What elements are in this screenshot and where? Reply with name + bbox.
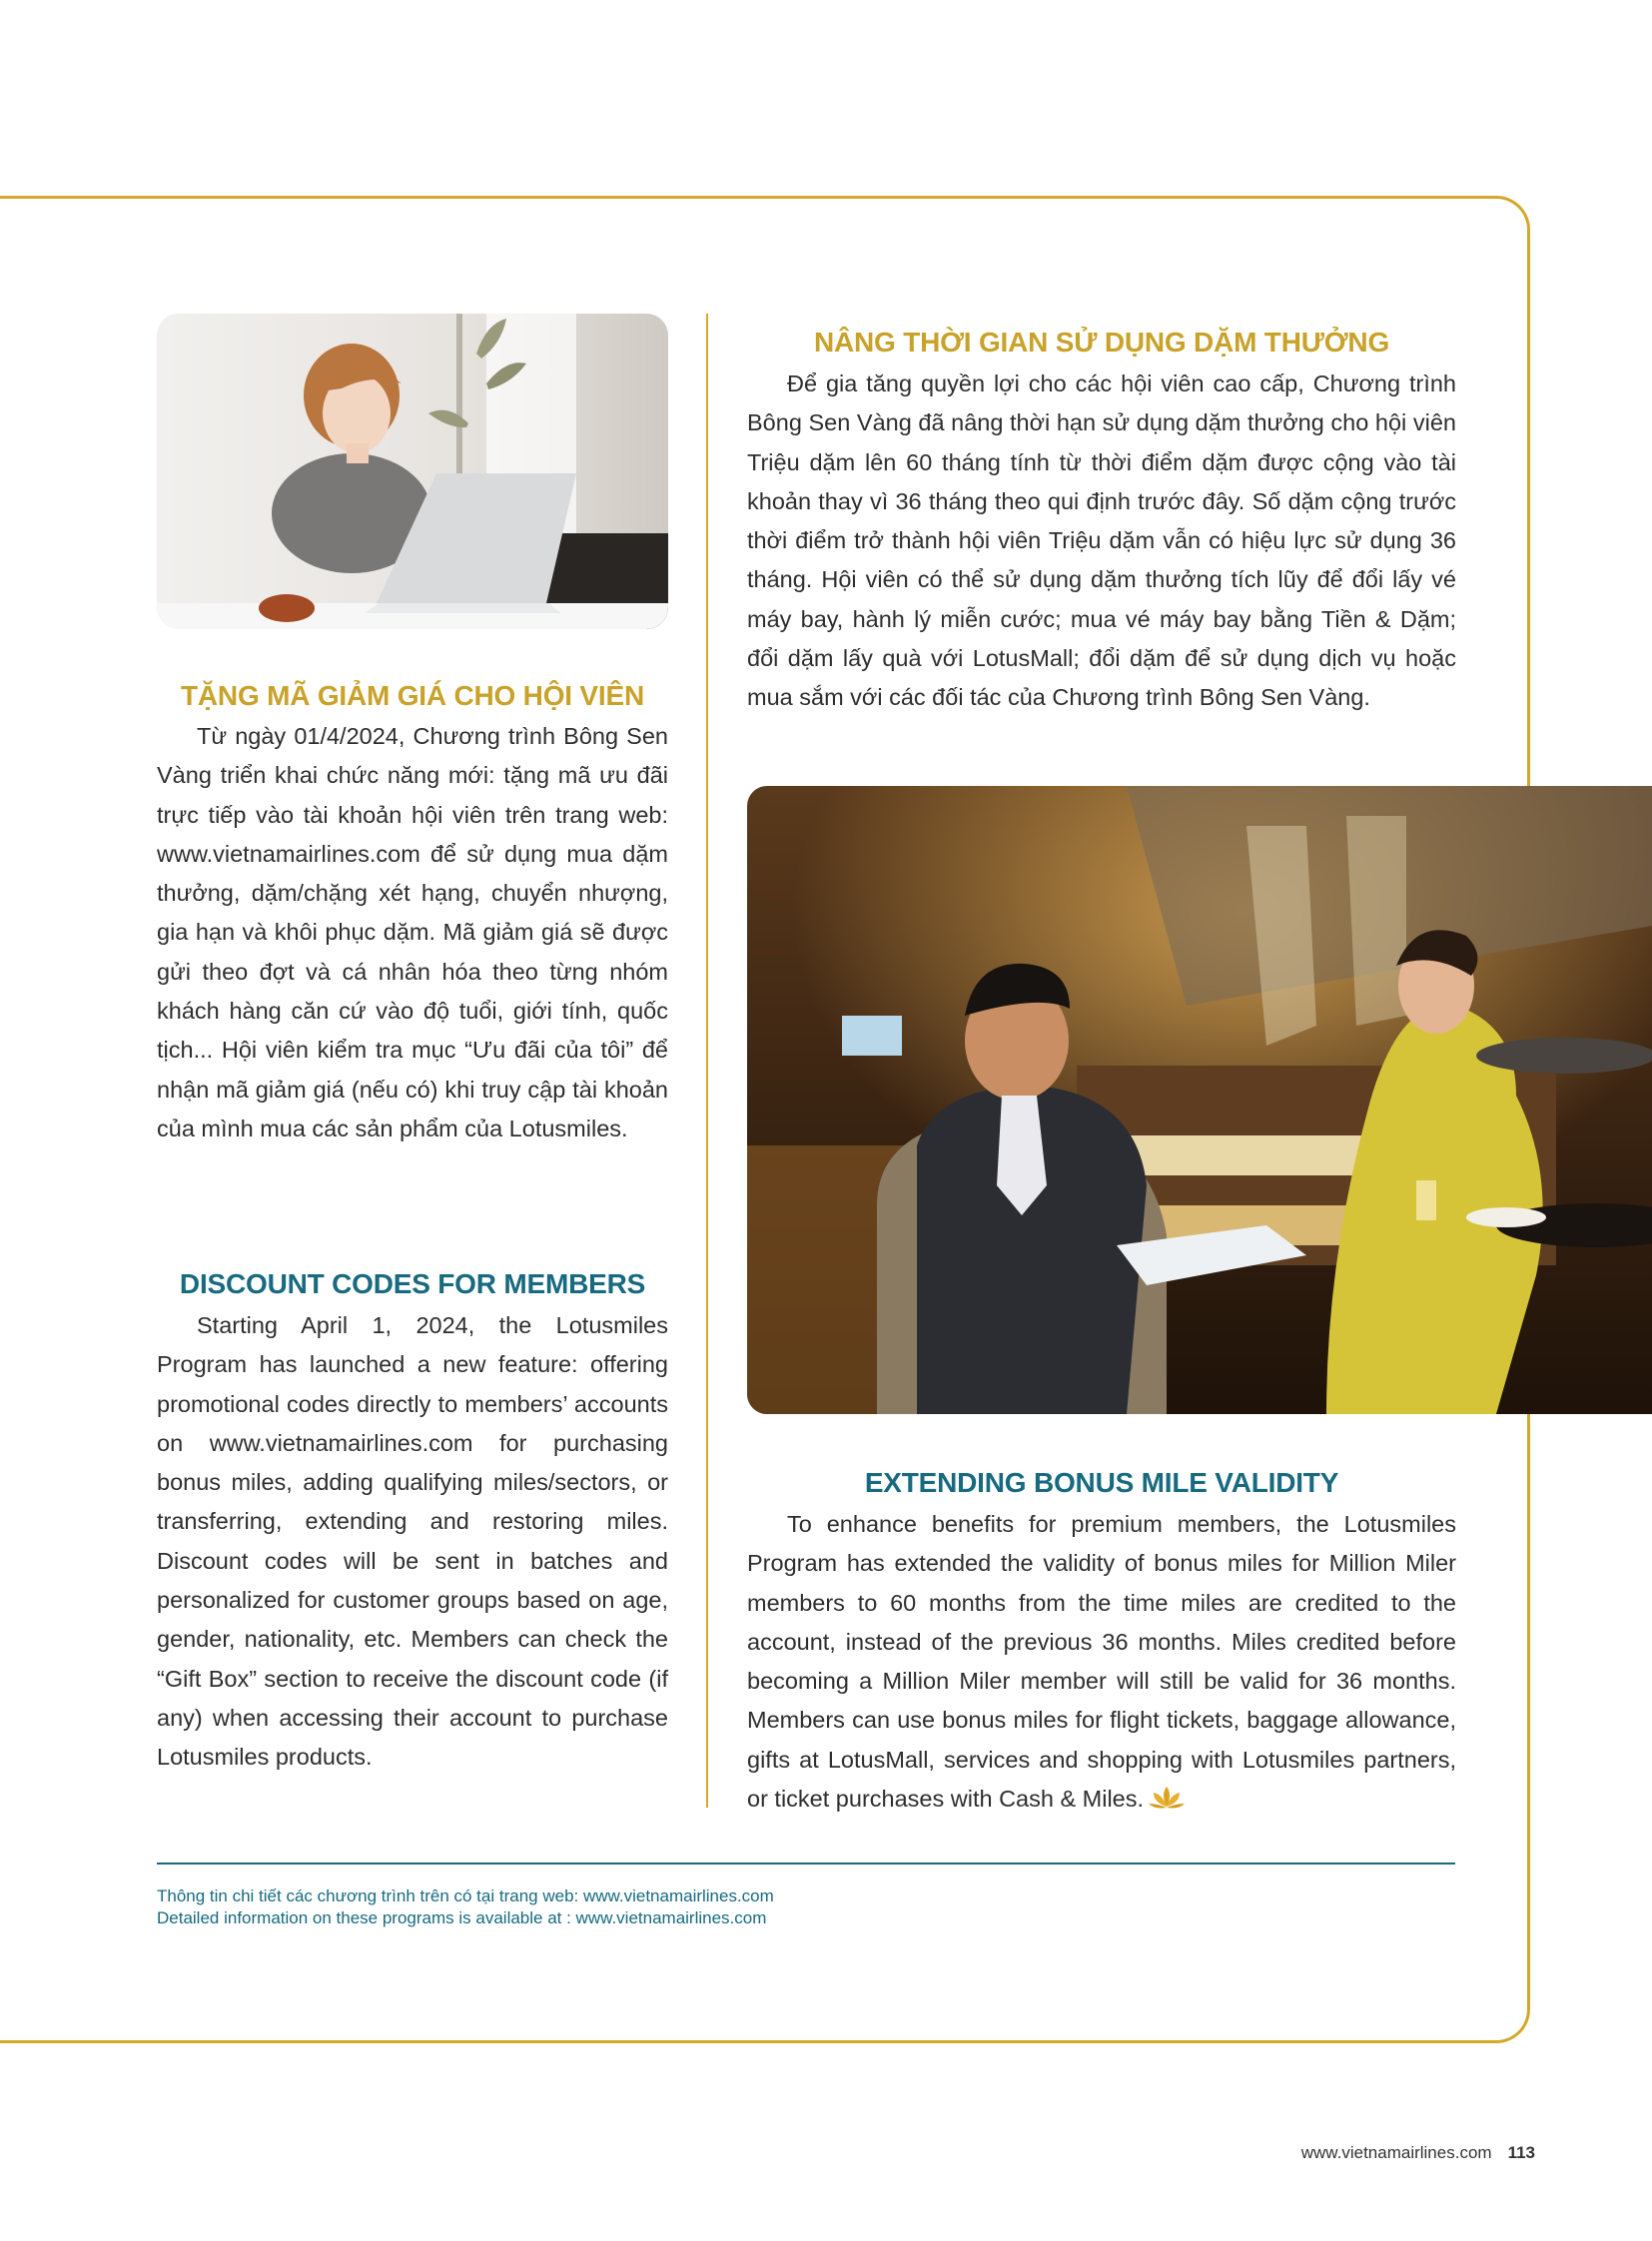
page-footer — [1301, 2143, 1535, 2163]
column-divider — [706, 314, 708, 1808]
left-en-body: Starting April 1, 2024, the Lotusmiles Program has launched a new feature: offering promotional codes directly to members’ accounts on www.vietnamairlines.com for purchasing bonus miles, adding qualifying miles/sectors, or transferring, extending and restoring miles. Discount codes will be sent in batches and personalized for customer groups based on age, gender, nationality, etc. Members can check the “Gift Box” section to receive the discount code (if any) when accessing their account to purchase Lotusmiles products. — [157, 1312, 668, 1771]
lotus-icon — [1148, 1785, 1186, 1811]
right-vn-body: Để gia tăng quyền lợi cho các hội viên cao cấp, Chương trình Bông Sen Vàng đã nâng thời hạn sử dụng dặm thưởng cho hội viên Triệu dặm lên 60 tháng tính từ thời điểm dặm được cộng vào tài khoản thay vì 36 tháng theo qui định trước đây. Số dặm cộng trước thời điểm trở thành hội viên Triệu dặm vẫn có hiệu lực sử dụng 36 tháng. Hội viên có thể sử dụng dặm thưởng tích lũy để đổi lấy vé máy bay, hành lý miễn cước; mua vé máy bay bằng Tiền & Dặm; đổi dặm lấy quà với LotusMall; đổi dặm để sử dụng dịch vụ hoặc mua sắm với các đối tác của Chương trình Bông Sen Vàng. — [747, 371, 1456, 711]
footnote-en: Detailed information on these programs is available at : www.vietnamairlines.com — [157, 1908, 767, 1927]
right-vn-heading: NÂNG THỜI GIAN SỬ DỤNG DẶM THƯỞNG — [813, 327, 1390, 358]
footnote-rule — [157, 1863, 1455, 1865]
footer-website: www.vietnamairlines.com — [1300, 2143, 1492, 2162]
left-vn-heading: TẶNG MÃ GIẢM GIÁ CHO HỘI VIÊN — [181, 680, 644, 711]
left-en-heading: DISCOUNT CODES FOR MEMBERS — [179, 1268, 646, 1299]
right-en-body — [747, 1505, 1456, 1819]
footnote-vn: Thông tin chi tiết các chương trình trên có tại trang web: www.vietnamairlines.com — [157, 1886, 774, 1905]
right-en-body-text: To enhance benefits for premium members, the Lotusmiles Program has extended the validity of bonus miles for Million Miler members to 60 months from the time miles are credited to the account, instead of the previous 36 months. Miles credited before becoming a Million Miler member will still be valid for 36 months. Members can use bonus miles for flight tickets, baggage allowance, gifts at LotusMall, services and shopping with Lotusmiles partners, or ticket purchases with Cash & Miles. — [747, 1511, 1456, 1813]
left-vn-body: Từ ngày 01/4/2024, Chương trình Bông Sen Vàng triển khai chức năng mới: tặng mã ưu đãi trực tiếp vào tài khoản hội viên trên trang web: www.vietnamairlines.com để sử dụng mua dặm thưởng, dặm/chặng xét hạng, chuyển nhượng, gia hạn và khôi phục dặm. Mã giảm giá sẽ được gửi theo đợt và cá nhân hóa theo từng nhóm khách hàng căn cứ vào độ tuổi, giới tính, quốc tịch... Hội viên kiểm tra mục “Ưu đãi của tôi” để nhận mã giảm giá (nếu có) khi truy cập tài khoản của mình mua các sản phẩm của Lotusmiles. — [157, 723, 668, 1141]
page-number: 113 — [1507, 2143, 1535, 2162]
woman-laptop-photo — [157, 314, 668, 629]
right-en-heading: EXTENDING BONUS MILE VALIDITY — [864, 1467, 1339, 1498]
lounge-service-photo — [747, 786, 1652, 1414]
